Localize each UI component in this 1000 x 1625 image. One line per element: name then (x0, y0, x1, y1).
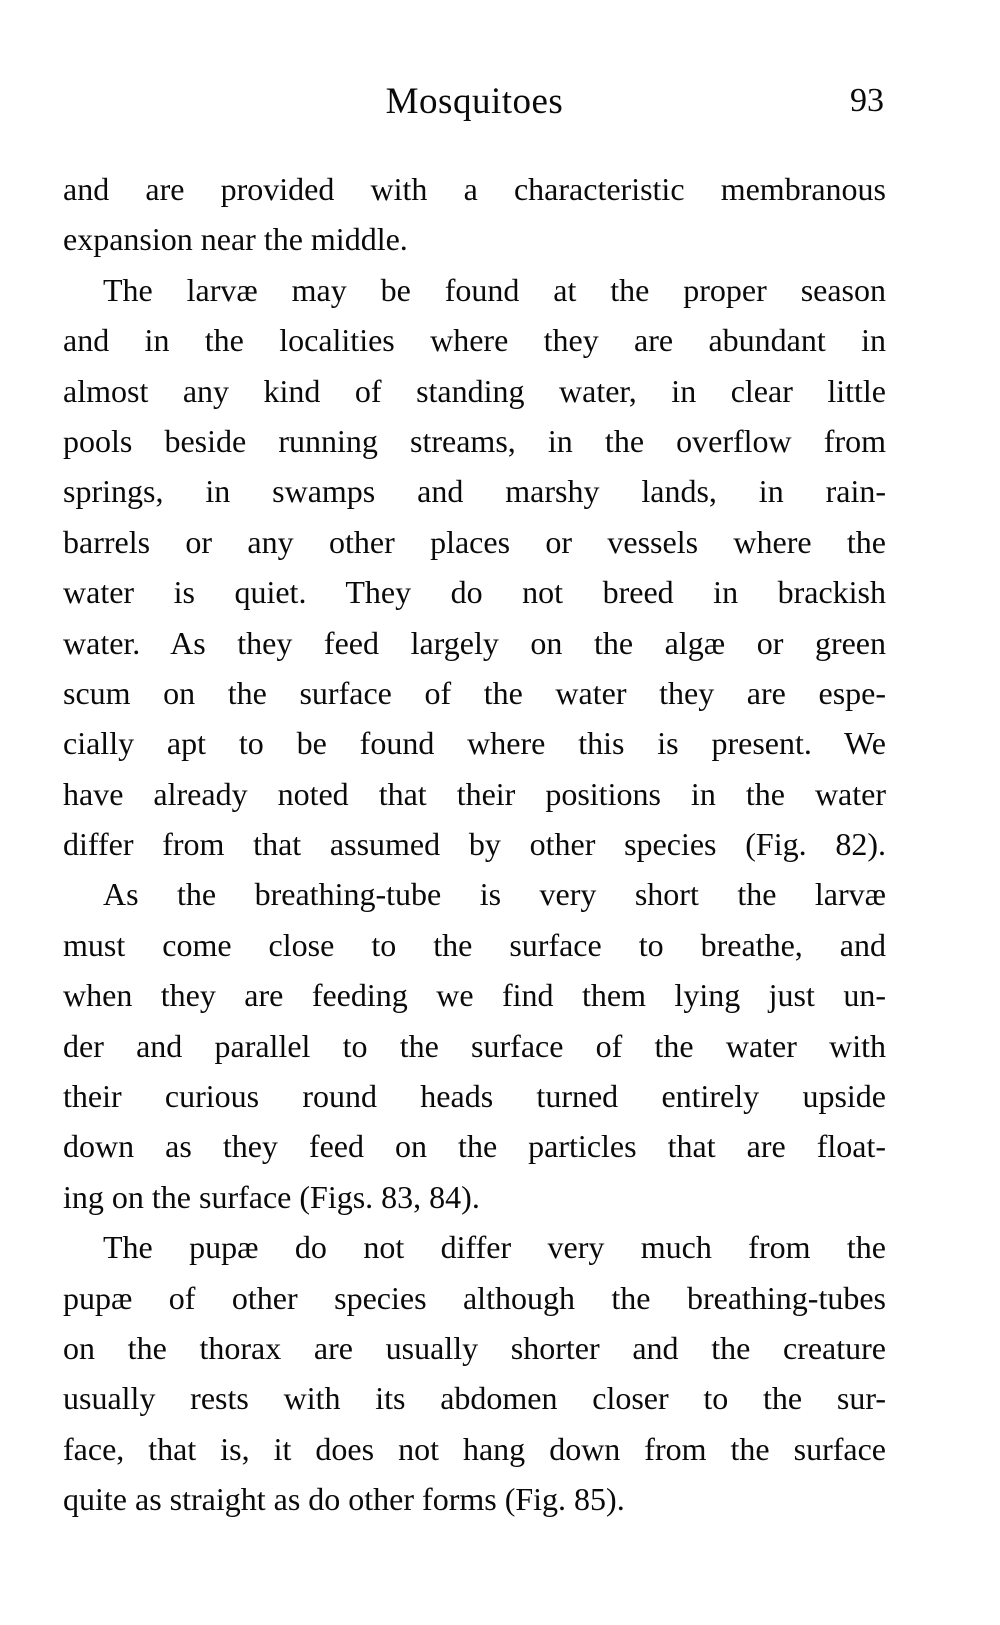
text-line: have already noted that their positions in the water (63, 775, 886, 812)
text-line: and in the localities where they are abundant in (63, 322, 886, 359)
paragraph (63, 869, 886, 1222)
text-line: down as they feed on the particles that are float- (63, 1128, 886, 1165)
text-line: pupæ of other species although the breathing-tubes (63, 1279, 886, 1316)
paragraph (63, 265, 886, 870)
text-line: differ from that assumed by other species (Fig. 82). (63, 826, 886, 863)
text-line: scum on the surface of the water they are espe- (63, 674, 886, 711)
page-body (63, 164, 886, 1525)
page-header (63, 80, 886, 130)
text-line: barrels or any other places or vessels where the (63, 523, 886, 560)
page-title: Mosquitoes (385, 81, 564, 122)
text-line: almost any kind of standing water, in clear little (63, 372, 886, 409)
text-line: face, that is, it does not hang down from the surface (63, 1430, 886, 1467)
text-line: on the thorax are usually shorter and the creature (63, 1329, 886, 1366)
text-line: der and parallel to the surface of the water with (63, 1027, 886, 1064)
text-line: cially apt to be found where this is present. We (63, 725, 886, 762)
text-line: The pupæ do not differ very much from the (103, 1229, 886, 1266)
text-line: springs, in swamps and marshy lands, in rain- (63, 473, 886, 510)
paragraph (63, 1222, 886, 1524)
text-line: pools beside running streams, in the overflow from (63, 422, 886, 459)
text-line: expansion near the middle. (63, 221, 408, 258)
paragraph (63, 164, 886, 265)
text-line: when they are feeding we find them lying just un- (63, 977, 886, 1014)
page-number: 93 (850, 82, 884, 119)
text-line: usually rests with its abdomen closer to the sur- (63, 1380, 886, 1417)
text-line: The larvæ may be found at the proper season (103, 271, 886, 308)
text-line: quite as straight as do other forms (Fig. 85). (63, 1481, 625, 1518)
text-line: and are provided with a characteristic membranous (63, 171, 886, 207)
text-line: As the breathing-tube is very short the larvæ (103, 876, 886, 913)
text-line: water. As they feed largely on the algæ or green (63, 624, 886, 661)
text-line: must come close to the surface to breathe, and (63, 926, 886, 963)
text-line: their curious round heads turned entirely upside (63, 1078, 886, 1115)
text-line: water is quiet. They do not breed in brackish (63, 574, 886, 611)
text-line: ing on the surface (Figs. 83, 84). (63, 1178, 480, 1215)
